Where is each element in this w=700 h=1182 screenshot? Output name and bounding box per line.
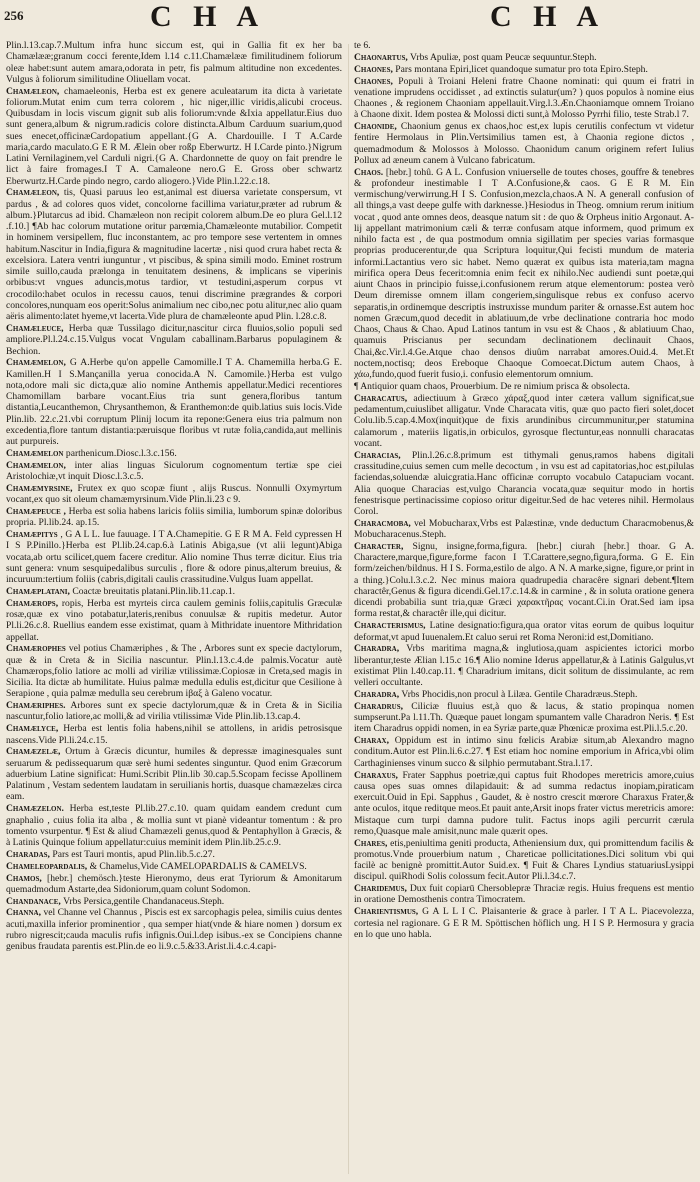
entry-headword: Chaones, [354,75,393,87]
entry-headword: Charidemus, [354,883,407,895]
entry-headword: Chaones, [354,63,393,75]
entry-text: Plin.l.26.c.8.primum est tithymali genus,ramos habens digitali crassitudine,cuius semen cum melle decoctum , in vsu est ad capitatorias,hoc est,pilulas faciendas,soluendæ aluicgratia.Hanc officinæ corrupto vocabulo Catapuciam vocant. Alia quoque Characias est,vulgo Charancia vocata,quæ sequitur modo in hortis fenestrisque pertinacissime copioso oritur digeitur.Sed de hac veteres nihil. Hermolaus Corol. [354,449,694,517]
entry-headword: Chaonide, [354,121,397,133]
entry-text: Herba est lentis folia habens,nihil se attollens, in aridis petrosisque nascens.Vide Pl.li.24.c.15. [6,723,342,746]
dictionary-entry [6,529,342,585]
dictionary-entry [6,506,342,529]
entry-headword: Chamærops, [6,597,59,609]
entry-headword: Chamæleon, [6,187,60,199]
entry-headword: Characatus, [354,392,408,404]
entry-text: ropis, Herba est myrteis circa caulem geminis foliis,capitulis Græculæ rosæ,quæ ex vino potabatur,lateris,renibus conuulsæ & rupitis medetur. Autor Pl.li.26.c.8. Ruellius eandem esse existimat, quam à Mithridate inuentore Mithridation appellat. [6,597,342,643]
entry-text: & Chamelus,Vide CAMELOPARDALIS & CAMELVS. [89,860,307,872]
dictionary-entry [6,896,342,907]
dictionary-entry [354,541,694,620]
entry-headword: Chamæleuce, [6,323,64,335]
dictionary-entry [354,121,694,166]
entry-headword: Chamæmelon, [6,357,66,369]
entry-headword: Chameleopardalis, [6,860,88,872]
entry-headword: Chaonartus, [354,51,408,63]
dictionary-entry [354,838,694,883]
dictionary-entry [354,40,694,51]
entry-headword: Charadra, [354,688,400,700]
dictionary-entry [6,40,342,85]
page-number: 256 [4,8,24,23]
entry-headword: Character, [354,540,404,552]
entry-text: etis,peniultima geniti producta, Atheniensium dux, qui promittendum facilis & promotus.Vnde prouerbium natum , Chareticae pollicitationes.Dici solitum vbi qui facilè ac benignè promittit.Autor Suid.ex. ¶ Fuit & Chares Lyndius statuariusLysippi discipul. quiRhodi Solis colossum fecit.Autor Pli.l.34.c.7. [354,837,694,883]
dictionary-entry [354,883,694,906]
dictionary-entry [354,381,694,392]
entry-text: Ciliciæ fluuius est,à quo & lacus, & statio propinqua nomen sumpserunt.Pa l.11.Th. Quæque pauet longam spumantem valle Charadron Neris. ¶ Est item Charadrus oppidi nomen, in ea Syriæ parte,quæ Phœnicæ proxima est.Pli.l.5.c.20. [354,700,694,735]
entry-headword: Chares, [354,837,388,849]
entry-text: te 6. [354,40,371,51]
entry-headword: Charadra, [354,643,400,655]
entry-text: Pars montana Epiri,licet quandoque sumatur pro tota Epiro.Steph. [395,63,648,75]
entry-text: vel Mobucharax,Vrbs est Palæstinæ, vnde deductum Characmobenus,& Mobucharacenus.Steph. [354,517,694,541]
entry-text: Frater Sapphus poetriæ,qui captus fuit Rhodopes meretricis amore,cuius causa opes suas omnes dilapidauit: & ad summa redactus inopiam,piraticam exercuit.Ouid in Epi. Sapphus , Gaudet, & è nostro crescit mœrore Charaxus Frater,& ante oculos, itque reditque meos.Et pauit ante,Arsit inops frater victus meretricis amore: Mistaque cum turpi damna pudore tulit. Factus inops agili percurrit cærula remo,Quasque male amisit,nunc male quærit opes. [354,769,694,837]
entry-text: tis, Quasi paruus leo est,animal est diuersa varietate conspersum, vt pardus , & ad colores quos videt, concolorne facillima variatur,præter ad rubrum & album.}Plutarcus ad ibid. Chamæleon non recipit colorem album.De eo plura Gel.l.12 .f.10.] ¶Ab hac colorum mutatione oritur parœmia,Chamæleonte mutabilior. Competit in hominem versipellem, fluc inconstantem, ac pro tempore sese vertentem in omnes habitum.Nascitur in India,figura & magnitudine lacertæ , nisi quod crura habet recta & excelsiora. Latera ventri iunguntur , vt piscibus, & spina simili modo. Eminet rostrum simile suillo,cauda prælonga in tenuitatem desinens, & implicans se viperinis orbibus:vt vngues aduncis,motus tardior, vt testudini,asperum corpus vt crocodilo:habet oculos in recessu cauos, tenui discrimine prægrandes & corpori concolores,nunquam eos operit:Solus animalium nec cibo,nec potu alitur,nec alio quam aëris alimento:latet hyeme,vt lacerta.Vide plura de chamæleonte apud Plin. l.28.c.8. [6,187,342,323]
entry-headword: Chamæzelæ, [6,746,61,758]
dictionary-entry [6,357,342,447]
dictionary-entry [6,849,342,860]
dictionary-entry [6,448,342,459]
entry-text: adiectiuum à Græco χάραξ,quod inter cætera vallum significat,sue pedamentum,cuiuslibet alligatur. Vnde Characata vitis, quæ quo pacto fieri solet,docet Colu.lib.5.cap.4.Mox(inquit)que de fixis arundinibus circummunitur,per statumina calamorum , materiis ligatis,in orbiculos, gyrosque flectuntur,eas nonnulli characatas vocant. [354,392,694,449]
dictionary-entry [6,187,342,322]
entry-text: ¶ Antiquior quam chaos, Prouerbium. De re nimium prisca & obsolecta. [354,381,630,393]
dictionary-entry [354,906,694,940]
dictionary-entry [6,643,342,699]
entry-text: Signu, insigne,forma,figura. [hebr.] ciurah [hebr.] thoar. G A. Charactere,marque,figure,forme facon I T.Carattere,segno,figura,forma. G E. Ein form/zeichen/bildnus. H I S. Forma,estilo de algo. A N. A marke,signe, figure,or print in a thing.}Colu.l.3.c.2. Nec minus maiora quadrupedia characêre signari debent.¶Item charactêr,Genus & figura dicendi.Gel.17.c.14.& in carmine , & in soluta oratione genera dicendi probabilia sunt tria,quæ Græci χαρακτῆρας vocant.Ci.in Orat.Sed iam ipsa forma restat,& charactêr ille,qui dicitur. [354,540,694,620]
entry-text: inter alias linguas Siculorum cognomentum tertiæ spe ciei Aristolochiæ,vt inquit Diosc.l.3.c.5. [6,459,342,483]
dictionary-entry [6,861,342,872]
column-divider [348,44,349,1174]
entry-text: Vrbs Apuliæ, post quam Peucæ sequuntur.Steph. [410,51,597,63]
dictionary-entry [6,586,342,597]
entry-text: [hebr.] chemösch.}teste Hieronymo, deus erat Tyriorum & Amonitarum quemadmodum Astarte,dea Sidoniorum,quam colunt Sodomon. [6,872,342,895]
entry-headword: Chamos, [6,872,42,884]
dictionary-entry [354,76,694,121]
dictionary-entry [6,700,342,723]
entry-text: Latine designatio:figura,qua orator vitas eorum de quibus loquitur deformat,vt apud Iuuenalem.Et caluo serui ret Roma Neroni:id est,Domitiano. [354,620,694,643]
dictionary-entry [6,723,342,746]
entry-headword: Charadas, [6,848,50,860]
dictionary-entry [354,64,694,75]
entry-headword: Charientismus, [354,906,419,918]
right-column [354,40,694,1178]
dictionary-entry [6,907,342,952]
entry-text: chamaeleonis, Herba est ex genere aculeatarum ita dicta à varietate foliorum.Mutat enim cum terra colorem , hic niger,illic viridis,alicubi croceus. Quibusdam in locis viscum gignit sub alis foliorum:vnde &Ixia appellatur.Eius duo sunt genera,album & nigrum.radicis colore distincta.Album Carduum suarium,quod sues enecet,officinæCardopatium appellant.{G A. Chardouille. I T A.Carde maria,cardo maculato.G E R M. Ælein ober roßp Eberwurtz. H I.Carde pinto.}Nigrum Latini Vernilaginem,vel Carduli nigri.{G A. Chardonnette de quoy on fait prendre le lict à faire fromages.I T A. Camaleone nero.G E. Gross ober schwartz Eberwurtz.H.Carde pindo negro, cardo aliogero.}Vide Plin.l.22.c.18. [6,85,342,187]
dictionary-entry [6,803,342,848]
entry-headword: Characterismus, [354,620,426,632]
entry-headword: Channa, [6,907,41,919]
entry-text: Herba est solia habens laricis foliis similia, lumborum spinæ doloribus propria. Pl.lib.24. ap.15. [6,506,342,529]
dictionary-entry [354,52,694,63]
entry-headword: Chamæmyrsine, [6,482,73,494]
entry-text: Vrbs Phocidis,non procul à Lilæa. Gentile Charadræus.Steph. [401,688,638,700]
dictionary-entry [354,167,694,381]
dictionary-entry [354,770,694,838]
entry-text: vel Channe vel Channus , Piscis est ex sarcophagis pelea, similis cuius dentes acuti,maxilla inferior prominentior , qua semper hiat(vnde & hiare nomen ) dorsum ex rubro nigrescit;cauda maculis rufis infignis.Oui.l.dep isibus.-ex se Concipiens channe genibus fraudata parentis est.Plin.de eo li.9.c.5.&33.Arist.li.4.c.4.capi- [6,907,342,953]
entry-headword: Chamæmelon, [6,459,66,471]
dictionary-entry [6,323,342,357]
dictionary-entry [354,620,694,643]
entry-text: Arbores sunt ex specie dactylorum,quæ & in Creta & in Sicilia nascuntur,folio latiore,ac molli,& ad virilia vtilissimæ Vide Plin.lib.13.cap.4. [6,700,342,723]
entry-text: Dux fuit copiarū Chersoblepræ Thraciæ regis. Huius frequens est mentio in oratione Demosthenis contra Timocratem. [354,883,694,906]
dictionary-entry [6,746,342,802]
dictionary-entry [354,518,694,541]
entry-headword: Characmoba, [354,517,411,529]
entry-text: Oppidum est in intimo sinu fœlicis Arabiæ situm,ab Alexandro magno conditum.Autor est Plin.li.6.c.27. ¶ Est etiam hoc nomine emporium in Africa,vbi olim Carthaginienses vinum succo & silphio permutabant.Stra.l.17. [354,735,694,769]
dictionary-entry [354,701,694,735]
entry-text: vel potius Chamæriphes , & The , Arbores sunt ex specie dactylorum, quæ & in Creta & in Sicilia nascuntur. Plin.l.13.c.4.de palmis.Vocatur autè Chamærops,folio latiore ac molli ad viriliæ vtilissimæ.Copiosæ in Creta,sed magis in Sicilia. Ita dictæ ab humilitate. Huius palmæ medulla edulis est,dicitur que Cesilione à Serapione , quia palmæ medulla seu cerebrum iβαξ à Galeno vocatur. [6,643,342,700]
entry-text: Coactæ breuitatis platani.Plin.lib.11.cap.1. [72,585,236,597]
entry-text: , G A L L. Iue fauuage. I T A.Chamepitie. G E R M A. Feld cypressen H I S P.Pinillo.}Herba est Pl.lib.24.cap.6.à Latinis Abiga,sue (vt alii legunt)Abiga vocata,ab ortu scilicet,quem facere creditur. Alio nomine Thus terræ dicitur. Eius tria sunt genera: vnum sesquipedalibus surculis , flore & odore pinus,alterum breuius, & incuruum:tertium foliis (cabris,digitali caulis crassitudine.Vulgus Iuam appellat. [6,529,342,586]
entry-text: Herba est,teste Pl.lib.27.c.10. quam quidam eandem credunt cum gnaphalio , cuius folia ita alba , & mollia sunt vt pianè videantur tomentum : & pro tomento vsurpentur. ¶ Est & aliud Chamæzeli genus,quod & Pentaphyllon à Græcis, & à Latinis Quinque folium appellatur:cuius meminit idem Plin.lib.25.c.9. [6,803,342,848]
entry-text: [hebr.] tohû. G A L. Confusion vniuerselle de toutes choses, gouffre & tenebres & profondeur inestimable I T A.Confusione,& caos. G E R M. Ein vermischung/verwirrung.H I S. Confusion,mezcla,chaos.A N. A generall confusion of all things,a vast deepe gulfe with darknesse.}Hesiodus in Theog. omnium rerum initium vocat , quod ante omnes deos, deasque natum sit : de quo & Orpheus initio Argonaut. A-lij appellant matrimonium cæli & terræ confusam atque informem, quod primum ex nihilo facta est , de qua postmodum omnia sigillatim per species varias formasque proprias producerentur,de qua Scriptura loquitur,Qui fecisti mundum de materia informi.Lactantius vero sic habet. Nemo quærat ex quibus ista materia,tam magna mirifica opera Deus fecerit:omnia enim fecit ex nihilo.Nec audiendi sunt poetæ,qui aiunt Chaos in principio fuisse,i.confusionem rerum atque elementorum: postea verò Deum diremisse omnem illam congeriem,singulisque rebus ex confuso acervo separatis,in ordinemque descriptis instruxisse mundum pariter & ornasse.Est autem hoc nomen Græcum,quod decedit in ablatiuum,de vrbe declinatione contraria hoc modo Chaos, Chaus & Chao. Apud Latinos tantum in vsu est & Chaos , & ablatiuum Chao, quamuis Priscianus per secundam declinationem declinauit Chaos, Chai,&c.Vir.l.4.Ge.Atque chao densos diuûm narrabat amores.Ouid.4. Met.Et noctem,noctisq; deos Ereboque Chaoque Comoecat.Dictum autem Chaos, à χάω,fundo,quod fuerit fusio,i. confusio elementorum omnium. [354,166,694,381]
running-head-left: C H A [150,0,266,33]
entry-headword: Characias, [354,449,401,461]
dictionary-entry [6,873,342,896]
running-head-right: C H A [490,0,606,33]
entry-headword: Chamæriphes. [6,700,66,712]
entry-text: Pars est Tauri montis, apud Plin.lib.5.c.27. [52,848,215,860]
entry-headword: Chamæleon, [6,85,60,97]
dictionary-entry [6,598,342,643]
entry-headword: Chamæpeuce , [6,506,66,517]
entry-text: Herba quæ Tussilago dicitur,nascitur circa fluuios,solio populi sed ampliore.Pl.l.24.c.15.Vulgus vocat Vngulam caballinam.Barbarus populaginem & Bechion. [6,323,342,357]
dictionary-entry [6,86,342,187]
dictionary-entry [354,643,694,688]
entry-headword: Chamæzelon. [6,803,64,815]
dictionary-entry [6,483,342,506]
entry-headword: Chamæmelon [6,447,64,459]
entry-headword: Charax, [354,735,389,747]
entry-headword: Chamæpitys [6,529,58,541]
entry-text: Chaonium genus ex chaos,hoc est,ex lupis cerutilis confectum vt videtur fentire Hermolaus in Plin.Vertsimilius tamen est, à Chaonia regione dictos , quemadmodum & Molossos à Molosso. Chaonidum canum originem refert Iulius Pollux ad æneum canem à Vulcano fabricatum. [354,121,694,166]
left-column [6,40,342,1178]
entry-headword: Chamælyce, [6,723,59,735]
entry-text: Frutex ex quo scopæ fiunt , alijs Ruscus. Nonnulli Oxymyrtum vocant,ex quo sit oleum chamæmyrsinum.Vide Plin.li.23 c 9. [6,482,342,506]
entry-headword: Charaxus, [354,769,398,781]
entry-text: Vrbs maritima magna,& inglutiosa,quam aspicientes ictorici morbo liberantur,teste Ælian l.15.c 16.¶ Alio nomine Iderus appellatur,& à Latinis Galgulus,vt existimat Plin l.40.cap.11. ¶ Charadrium imitans, dicit solitum de dissimulante, ac rem velleri occultante. [354,643,694,689]
entry-headword: Charadrus, [354,700,403,712]
entry-text: parthenicum.Diosc.l.3.c.156. [65,447,177,459]
entry-headword: Chaos. [354,166,384,178]
entry-text: Ortum à Græcis dicuntur, humiles & depressæ imaginesquales sunt seruarum & pedissequarum quæ serè humi sedentes singuntur. Quod enim Græcorum aduerbium Latine significat: Humi.Scribit Plin.lib 30.cap.5.Scopam fecisse Apollinem Palatinum , Vestam sedentem laudatam in seruilianis hortis, duasque chamæzelæs circa eam. [6,746,342,803]
entry-text: Plin.l.13.cap.7.Multum infra hunc siccum est, qui in Gallia fit ex her ba Chamælææ;granum cocci ferente,Idem l.14 c.11.Chamælææ fimilitudinem foliorum oleæ habet:sunt autem amara,odorata in petr, fis palmum altitudine non excedentes. Vulgus à foliorum similitudine Oliuellam vocat. [6,40,342,85]
entry-text: G A.Herbe qu'on appelle Camomille.I T A. Chamemilla herba.G E. Kamillen.H I S.Mançanilla yerua conocida.A N. Camomile.}Herba est vulgo nota,odore mali sic dicta,quæ alio nomine Anthemis appellatur.Medici recentiores Chamomillam barbare vocant.Eius tria sunt genera,floribus tantum distantia,Leucanthemon, Chrysanthemon, & Eranthemon:de quib.latius suis locis.Vide Plin.lib. 22.c.21.vbi corruptum Plinij locum ita repone:Genera eius tria palmum non excedentia,flore tantum distantia:pæruisque floribus vt rutæ folia,candida,aut mellinis aut purpureis. [6,357,342,448]
dictionary-entry [354,450,694,518]
dictionary-entry [354,689,694,700]
dictionary-entry [354,735,694,769]
entry-headword: Chandanace, [6,895,61,907]
entry-headword: Chamærophes [6,643,66,655]
dictionary-entry [6,460,342,483]
entry-text: Populi à Troiani Heleni fratre Chaone nominati: qui quum ei fratri in venatione imprudens occidisset , ad extinctis sulatur(um? ) quos populos à nomine eius Chaones , & regionem Chaoniam appellauit.Virg.l.3.Æn.Chaoniamque omnem Troiano à Chaone dixit. Idem postea & Molossi dicti sunt,à Molosso Pyrrhi filio, teste Strab.l 7. [354,75,694,121]
entry-text: G A L L I C. Plaisanterie & grace à parler. I T A L. Piacevolezza, cortesia nel ragionare. G E R M. Spöttischen höflich ung. H I S P. Hermosura y gracia en lo que uno habla. [354,906,694,940]
entry-text: Vrbs Persica,gentile Chandanaceus.Steph. [63,895,225,907]
entry-headword: Chamæplatani, [6,585,70,597]
dictionary-entry [354,393,694,449]
